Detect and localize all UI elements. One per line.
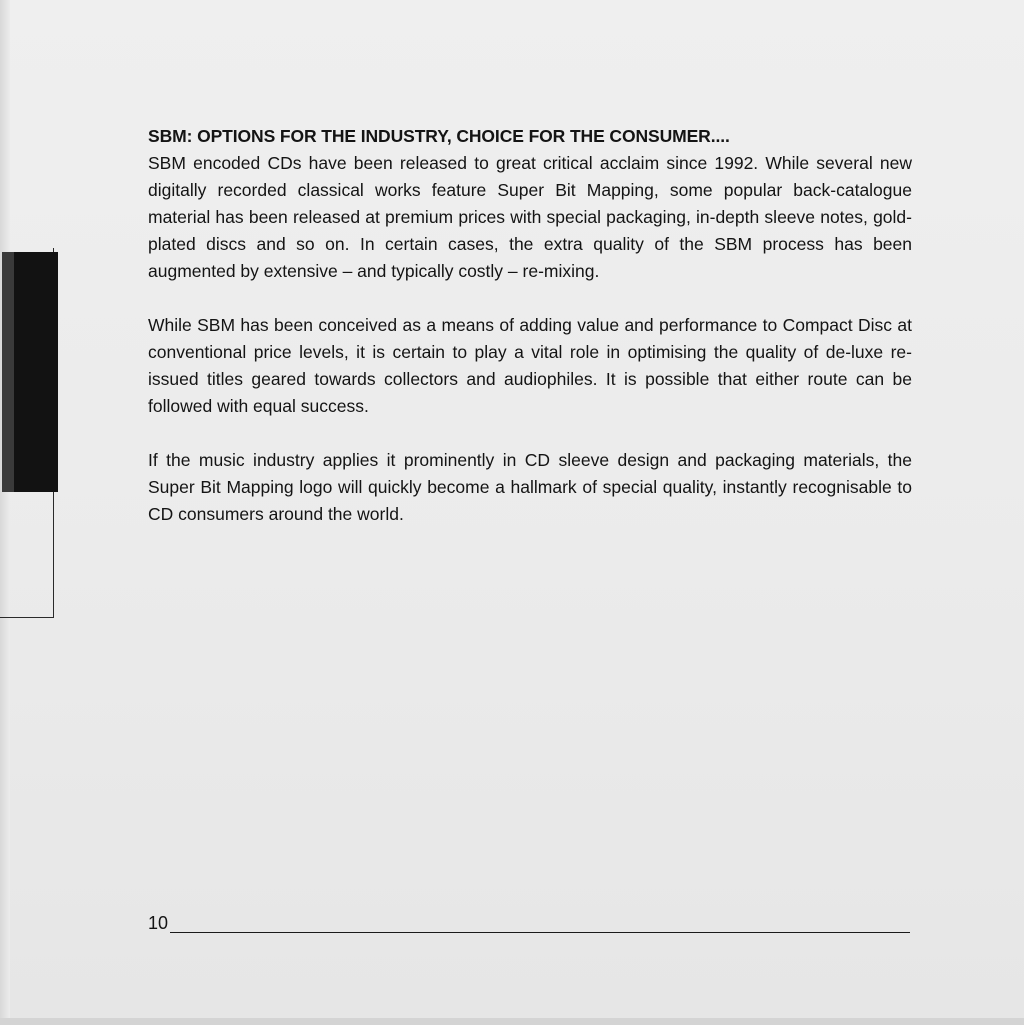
section-tab-stripe [2,252,14,492]
page-bottom-edge [0,1018,1024,1025]
paragraph-release-history: SBM encoded CDs have been released to great critical acclaim since 1992. While several new digitally recorded classical works feature Super Bit Mapping, some popular back-catalogue material has been released at premium prices with special packaging, in-depth sleeve notes, gold-plated discs and so on. In certain cases, the extra quality of the SBM process has been augmented by extensive – and typically costly – re-mixing. [148,153,912,281]
paragraph-value-and-performance: While SBM has been conceived as a means of adding value and performance to Compact Disc at conventional price levels, it is certain to play a vital role in optimising the quality of de-luxe re-issued titles geared towards collectors and audiophiles. It is possible that either route can be followed with equal success. [148,315,912,416]
page-footer [148,910,910,938]
article-body [148,124,912,528]
paragraph-logo-hallmark: If the music industry applies it prominently in CD sleeve design and packaging materials, the Super Bit Mapping logo will quickly become a hallmark of special quality, instantly recognisable to CD consumers around the world. [148,450,912,524]
section-heading: SBM: OPTIONS FOR THE INDUSTRY, CHOICE FOR THE CONSUMER.... [148,126,730,146]
footer-rule [170,932,910,933]
page-number: 10 [148,913,169,933]
